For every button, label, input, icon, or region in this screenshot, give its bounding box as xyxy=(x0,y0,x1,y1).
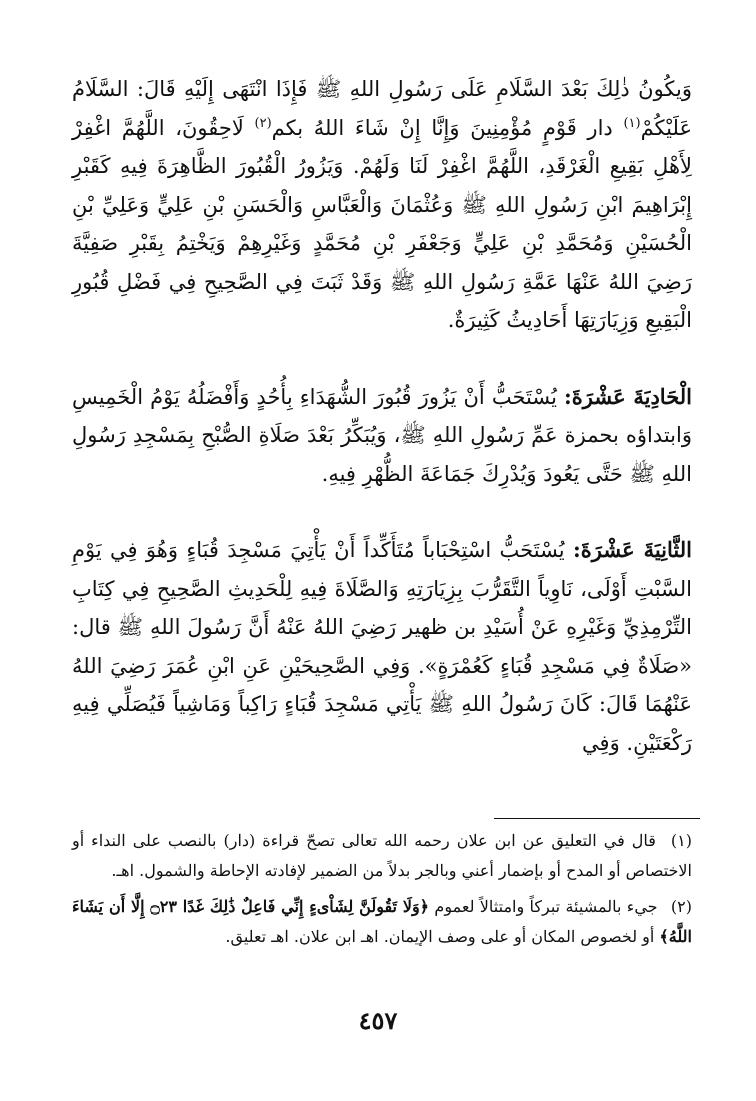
footnote-2 xyxy=(72,892,692,952)
quran-verse: ﴿وَلَا تَقُولَنَّ لِشَاْىءٍ إِنِّي فَاعِلٌ ذَٰلِكَ غَدًا ۝٢٣ إِلَّا أَن يَشَاءَ اللَّهُ﴾ xyxy=(72,897,692,946)
footnote-ref-2: (٢) xyxy=(254,115,272,131)
footnotes xyxy=(72,826,692,952)
paragraph-text: يُسْتَحَبُّ اسْتِحْبَاباً مُتَأَكِّداً أَنْ يَأْتِيَ مَسْجِدَ قُبَاءٍ وَهُوَ فِي يَوْمِ السَّبْتِ أَوْلَى، نَاوِياً التَّقَرُّبَ بِزِيَارَتِهِ وَالصَّلَاةَ فِيهِ لِلْحَدِيثِ الصَّحِيحِ فِي كِتَابِ التِّرْمِذِيِّ وَغَيْرِهِ عَنْ أُسَيْدِ بن ظهير رَضِيَ اللهُ عَنْهُ أَنَّ رَسُولَ اللهِ ﷺ قال: «صَلَاةٌ فِي مَسْجِدِ قُبَاءٍ كَعُمْرَةٍ». وَفِي الصَّحِيحَيْنِ عَنِ ابْنِ عُمَرَ رَضِيَ اللهُ عَنْهُمَا قَالَ: كَانَ رَسُولُ اللهِ ﷺ يَأْتِي مَسْجِدَ قُبَاءٍ رَاكِباً وَمَاشِياً فَيُصَلِّي فِيهِ رَكْعَتَيْنِ. وَفِي xyxy=(72,538,692,755)
footnote-text: قال في التعليق عن ابن علان رحمه الله تعالى تصحّ قراءة (دار) بالنصب على النداء أو الاختصاص أو المدح أو بإضمار أعني وبالجر بدلاً من الضمير لإفادته الإحاطة والشمول. اهـ. xyxy=(72,831,692,880)
section-heading: الثَّانِيَةَ عَشْرَةَ: xyxy=(573,537,692,562)
footnote-ref-1: (١) xyxy=(623,115,641,131)
paragraph-graves-of-baqi xyxy=(72,70,692,340)
footnote-text: أو لخصوص المكان أو على وصف الإيمان. اهـ ابن علان. اهـ تعليق. xyxy=(225,927,655,946)
main-text xyxy=(72,70,692,762)
paragraph-text: يُسْتَحَبُّ أَنْ يَزُورَ قُبُورَ الشُّهَدَاءِ بِأُحُدٍ وَأَفْضَلُهُ يَوْمُ الْخَمِيسِ وَابتداؤه بحمزة عَمِّ رَسُولِ اللهِ ﷺ، وَيُبَكِّرُ بَعْدَ صَلَاةِ الصُّبْحِ بِمَسْجِدِ رَسُولِ اللهِ ﷺ حَتَّى يَعُودَ وَيُدْرِكَ جَمَاعَةَ الظُّهْرِ فِيهِ. xyxy=(72,384,692,486)
paragraph-text: دار قَوْمٍ مُؤْمِنِينَ وَإِنَّا إِنْ شَاءَ اللهُ بكم xyxy=(271,115,613,140)
footnote-number: (٢) xyxy=(670,897,692,916)
footnote-1 xyxy=(72,826,692,886)
page-number: ٤٥٧ xyxy=(358,1006,398,1035)
paragraph-twelfth xyxy=(72,531,692,762)
paragraph-text: لَاحِقُونَ، اللَّهُمَّ اغْفِرْ لِأَهْلِ بَقِيعِ الْغَرْقَدِ، اللَّهُمَّ اغْفِرْ لَنَا وَلَهُمْ. وَيَزُورُ الْقُبُورَ الظَّاهِرَةَ فِيهِ كَقَبْرِ إِبْرَاهِيمَ ابْنِ رَسُولِ اللهِ ﷺ وَعُثْمَانَ وَالْعَبَّاسِ وَالْحَسَنِ بْنِ عَلِيٍّ وَعَلِيِّ بْنِ الْحُسَيْنِ وَمُحَمَّدِ بْنِ عَلِيٍّ وَجَعْفَرِ بْنِ مُحَمَّدٍ وَغَيْرِهِمْ وَيَخْتِمُ بِقَبْرِ صَفِيَّةَ رَضِيَ اللهُ عَنْهَا عَمَّةِ رَسُولِ اللهِ ﷺ وَقَدْ ثَبَتَ فِي الصَّحِيحِ فِي فَضْلِ قُبُورِ الْبَقِيعِ وَزِيَارَتِهَا أَحَادِيثُ كَثِيرَةٌ. xyxy=(72,115,692,332)
paragraph-text: وَيكُونُ ذٰلِكَ بَعْدَ السَّلَامِ عَلَى رَسُولِ اللهِ ﷺ فَإِذَا انْتَهَى إِلَيْهِ قَالَ: السَّلَامُ عَلَيْكُمْ xyxy=(72,77,692,140)
section-heading: الْحَادِيَةَ عَشْرَةَ: xyxy=(564,383,692,409)
paragraph-eleventh xyxy=(72,378,692,494)
footnote-number: (١) xyxy=(670,831,692,850)
footnote-divider xyxy=(494,818,700,819)
footnote-text: جيء بالمشيئة تبركاً وامتثالاً لعموم xyxy=(434,897,658,916)
